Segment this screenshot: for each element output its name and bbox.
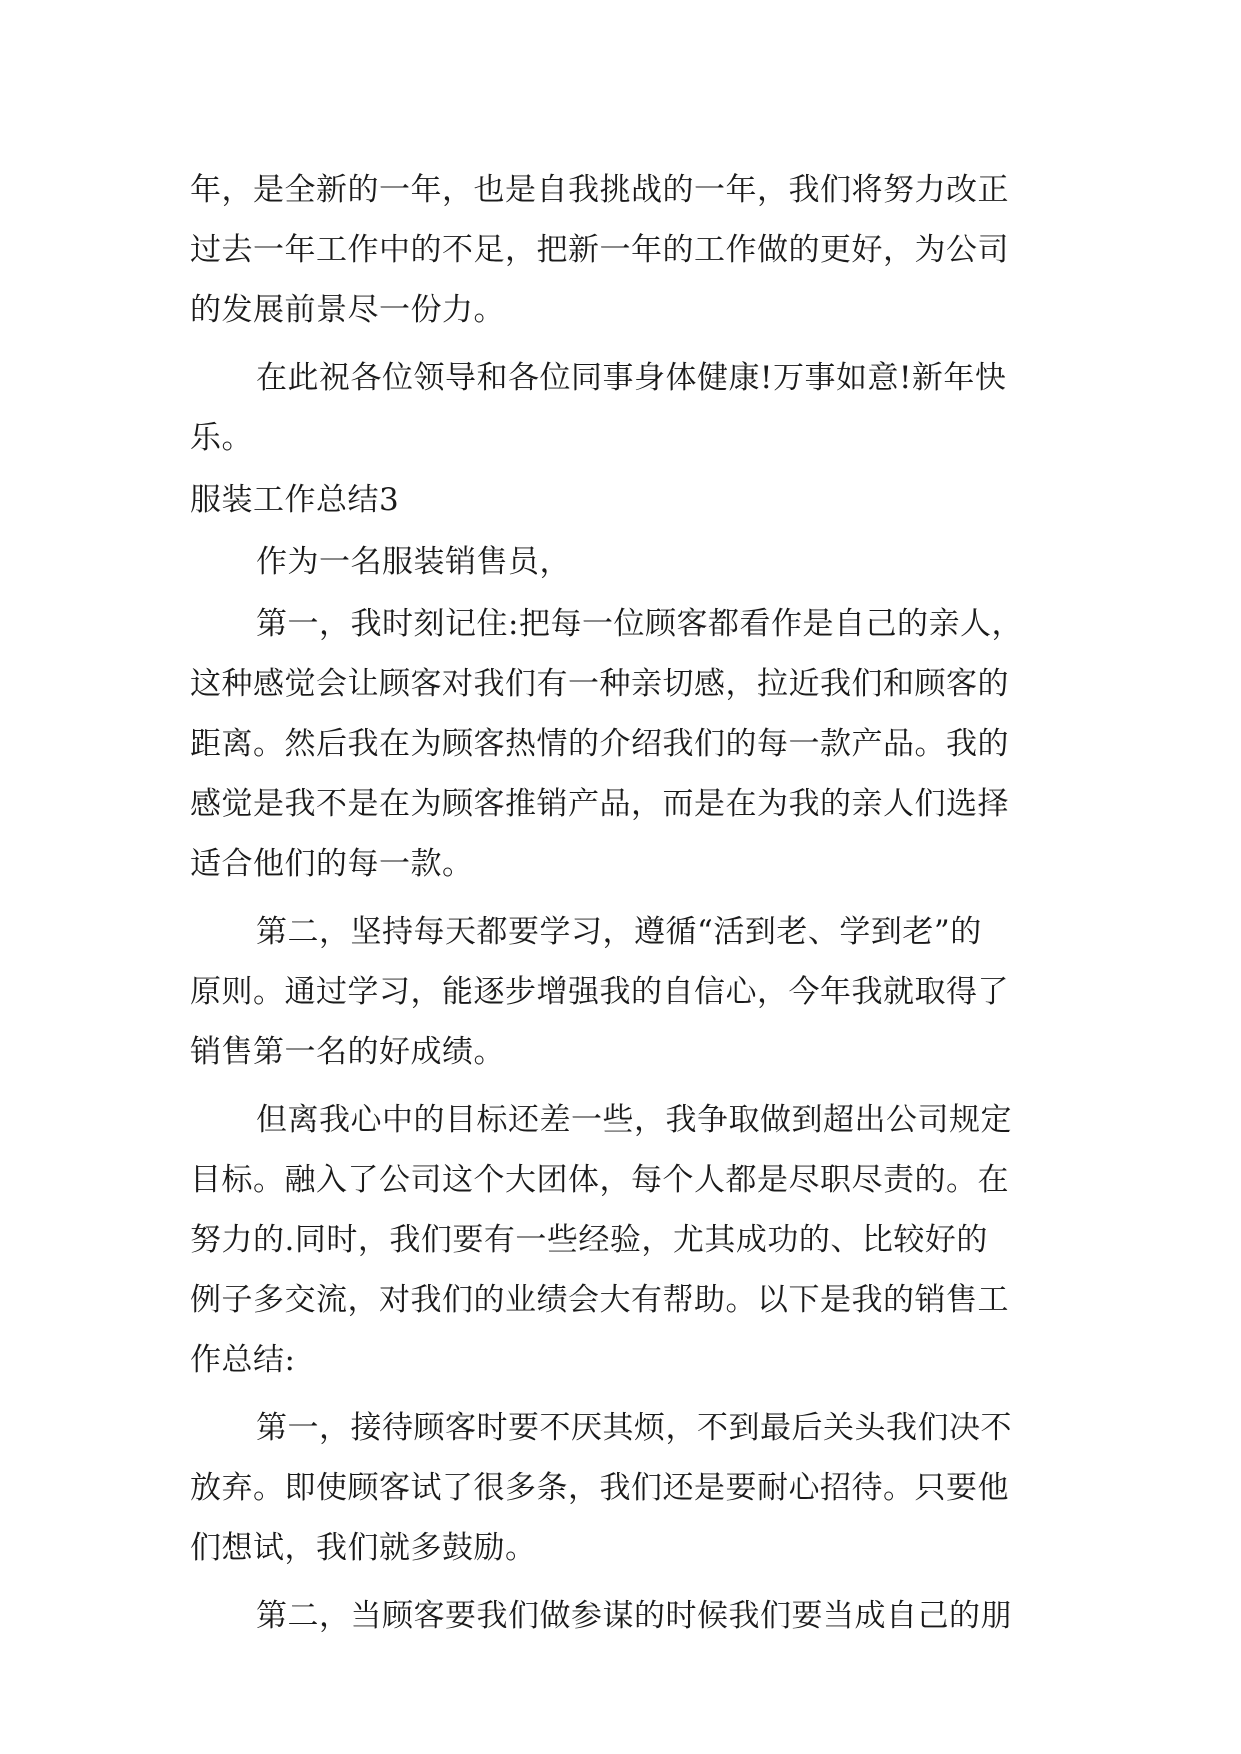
paragraph-line: 第一，我时刻记住:把每一位顾客都看作是自己的亲人，: [256, 606, 1023, 642]
paragraph-line: 乐。: [190, 420, 253, 456]
section-heading: 服装工作总结3: [190, 482, 400, 518]
paragraph-line: 适合他们的每一款。: [190, 846, 474, 882]
paragraph-line: 第二，坚持每天都要学习，遵循“活到老、学到老”的: [256, 914, 982, 950]
paragraph-line: 距离。然后我在为顾客热情的介绍我们的每一款产品。我的: [190, 726, 1009, 762]
paragraph-line: 但离我心中的目标还差一些，我争取做到超出公司规定: [256, 1102, 1012, 1138]
paragraph-line: 第二，当顾客要我们做参谋的时候我们要当成自己的朋: [256, 1598, 1012, 1634]
paragraph-line: 的发展前景尽一份力。: [190, 292, 505, 328]
paragraph-line: 第一，接待顾客时要不厌其烦，不到最后关头我们决不: [256, 1410, 1012, 1446]
paragraph-line: 例子多交流，对我们的业绩会大有帮助。以下是我的销售工: [190, 1282, 1009, 1318]
paragraph-line: 过去一年工作中的不足，把新一年的工作做的更好，为公司: [190, 232, 1009, 268]
paragraph-line: 在此祝各位领导和各位同事身体健康!万事如意!新年快: [256, 360, 1007, 396]
document-body: [190, 160, 1050, 1646]
paragraph-line: 放弃。即使顾客试了很多条，我们还是要耐心招待。只要他: [190, 1470, 1009, 1506]
paragraph-line: 作总结:: [190, 1342, 296, 1378]
paragraph-line: 销售第一名的好成绩。: [190, 1034, 505, 1070]
paragraph-line: 年，是全新的一年，也是自我挑战的一年，我们将努力改正: [190, 172, 1009, 208]
paragraph-line: 目标。融入了公司这个大团体，每个人都是尽职尽责的。在: [190, 1162, 1009, 1198]
paragraph-line: 原则。通过学习，能逐步增强我的自信心，今年我就取得了: [190, 974, 1009, 1010]
paragraph-line: 努力的.同时，我们要有一些经验，尤其成功的、比较好的: [190, 1222, 988, 1258]
paragraph-line: 这种感觉会让顾客对我们有一种亲切感，拉近我们和顾客的: [190, 666, 1009, 702]
paragraph-line: 作为一名服装销售员，: [256, 544, 571, 580]
paragraph-line: 感觉是我不是在为顾客推销产品，而是在为我的亲人们选择: [190, 786, 1009, 822]
paragraph-line: 们想试，我们就多鼓励。: [190, 1530, 537, 1566]
